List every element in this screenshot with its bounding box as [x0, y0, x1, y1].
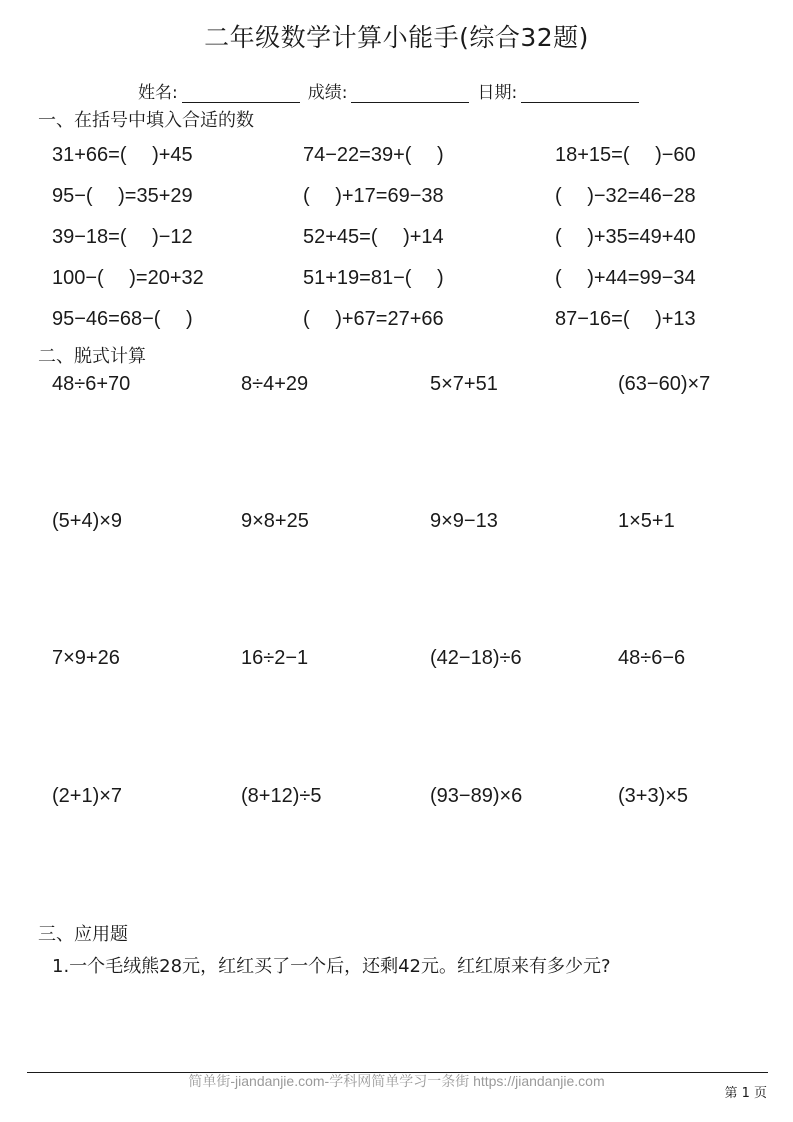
fill-blank-problem: 87−16=( )+13 [555, 308, 696, 330]
fill-blank-problem: 74−22=39+( ) [303, 144, 444, 166]
calculation-problem: 1×5+1 [618, 510, 675, 532]
fill-blank-problem: 39−18=( )−12 [52, 226, 193, 248]
calculation-problem: 16÷2−1 [241, 647, 309, 669]
calculation-problem: (63−60)×7 [618, 373, 711, 395]
section-1-heading: 一、在括号中填入合适的数 [38, 110, 254, 131]
score-label: 成绩: [307, 83, 348, 103]
fill-blank-problem: ( )−32=46−28 [555, 185, 696, 207]
calculation-problem: (93−89)×6 [430, 785, 523, 807]
fill-blank-problem: 95−( )=35+29 [52, 185, 193, 207]
word-problem: 1.一个毛绒熊28元，红红买了一个后，还剩42元。红红原来有多少元? [52, 956, 611, 977]
fill-blank-problem: 52+45=( )+14 [303, 226, 444, 248]
footer-watermark: 简单街-jiandanjie.com-学科网简单学习一条街 https://jiandanjie.com [188, 1073, 605, 1089]
calculation-problem: 5×7+51 [430, 373, 498, 395]
calculation-problem: 9×9−13 [430, 510, 498, 532]
fill-blank-problem: 18+15=( )−60 [555, 144, 696, 166]
fill-blank-problem: ( )+44=99−34 [555, 267, 696, 289]
calculation-problem: (5+4)×9 [52, 510, 123, 532]
student-info-line [138, 78, 639, 103]
fill-blank-problem: 95−46=68−( ) [52, 308, 193, 330]
calculation-problem: 48÷6+70 [52, 373, 131, 395]
calculation-problem: (3+3)×5 [618, 785, 689, 807]
fill-blank-problem: ( )+67=27+66 [303, 308, 444, 330]
score-blank [351, 86, 469, 103]
calculation-problem: 48÷6−6 [618, 647, 686, 669]
page-title: 二年级数学计算小能手(综合32题) [204, 23, 589, 52]
date-label: 日期: [477, 83, 518, 103]
fill-blank-problem: 51+19=81−( ) [303, 267, 444, 289]
calculation-problem: 8÷4+29 [241, 373, 309, 395]
calculation-problem: (2+1)×7 [52, 785, 123, 807]
calculation-problem: (8+12)÷5 [241, 785, 322, 807]
fill-blank-problem: 100−( )=20+32 [52, 267, 204, 289]
calculation-problem: (42−18)÷6 [430, 647, 522, 669]
name-blank [182, 86, 300, 103]
page-number: 第 1 页 [724, 1086, 767, 1101]
fill-blank-problem: 31+66=( )+45 [52, 144, 193, 166]
fill-blank-problem: ( )+35=49+40 [555, 226, 696, 248]
calculation-problem: 7×9+26 [52, 647, 120, 669]
fill-blank-problem: ( )+17=69−38 [303, 185, 444, 207]
section-3-heading: 三、应用题 [38, 924, 128, 945]
calculation-problem: 9×8+25 [241, 510, 309, 532]
date-blank [521, 86, 639, 103]
name-label: 姓名: [138, 83, 178, 103]
section-2-heading: 二、脱式计算 [38, 346, 146, 367]
